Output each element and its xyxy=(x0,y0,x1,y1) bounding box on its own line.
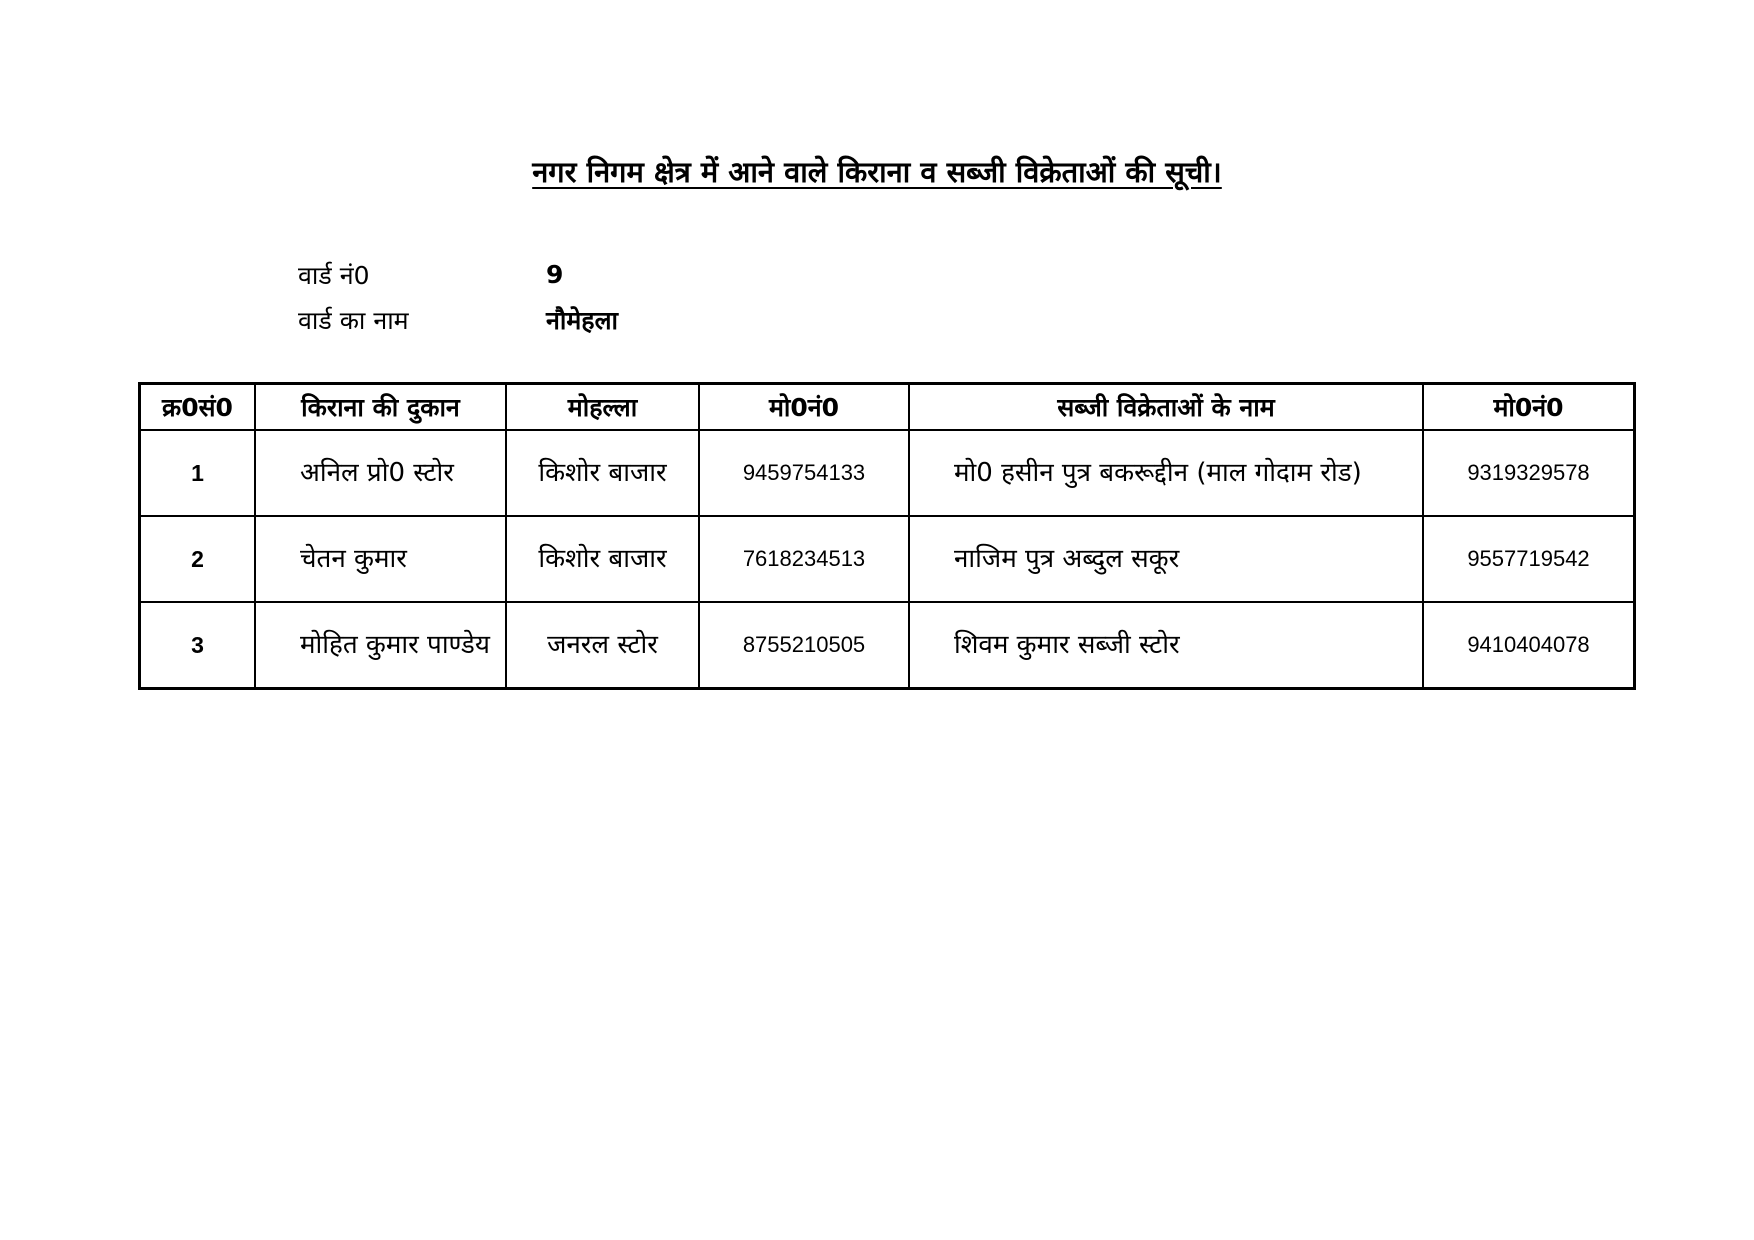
cell-locality: जनरल स्टोर xyxy=(506,602,699,689)
header-mobile: मो0नं0 xyxy=(699,384,909,431)
cell-locality: किशोर बाजार xyxy=(506,516,699,602)
cell-vendor-mobile: 9410404078 xyxy=(1423,602,1635,689)
table-row xyxy=(140,602,1635,689)
ward-number-label: वार्ड नं0 xyxy=(298,260,370,290)
cell-mobile: 9459754133 xyxy=(699,430,909,516)
cell-serial: 3 xyxy=(140,602,256,689)
cell-serial: 1 xyxy=(140,430,256,516)
header-serial: क्र0सं0 xyxy=(140,384,256,431)
document-title-text: नगर निगम क्षेत्र में आने वाले किराना व सब्जी विक्रेताओं की सूची। xyxy=(532,155,1222,189)
cell-grocery-shop: अनिल प्रो0 स्टोर xyxy=(255,430,506,516)
header-vendor-mobile: मो0नं0 xyxy=(1423,384,1635,431)
document-title xyxy=(0,152,1754,192)
vendor-table xyxy=(138,382,1636,690)
cell-vendor-mobile: 9319329578 xyxy=(1423,430,1635,516)
table-header-row xyxy=(140,384,1635,431)
header-grocery-shop: किराना की दुकान xyxy=(255,384,506,431)
cell-serial: 2 xyxy=(140,516,256,602)
ward-name-label: वार्ड का नाम xyxy=(298,305,409,335)
ward-name-row xyxy=(298,297,618,342)
cell-locality: किशोर बाजार xyxy=(506,430,699,516)
cell-mobile: 7618234513 xyxy=(699,516,909,602)
cell-grocery-shop: मोहित कुमार पाण्डेय xyxy=(255,602,506,689)
ward-number-row xyxy=(298,252,618,297)
header-locality: मोहल्ला xyxy=(506,384,699,431)
table-row xyxy=(140,516,1635,602)
cell-vegetable-vendor: नाजिम पुत्र अब्दुल सकूर xyxy=(909,516,1423,602)
cell-grocery-shop: चेतन कुमार xyxy=(255,516,506,602)
table-row xyxy=(140,430,1635,516)
cell-vegetable-vendor: शिवम कुमार सब्जी स्टोर xyxy=(909,602,1423,689)
cell-vendor-mobile: 9557719542 xyxy=(1423,516,1635,602)
header-vegetable-vendor: सब्जी विक्रेताओं के नाम xyxy=(909,384,1423,431)
cell-mobile: 8755210505 xyxy=(699,602,909,689)
ward-info xyxy=(298,252,618,342)
cell-vegetable-vendor: मो0 हसीन पुत्र बकरूद्दीन (माल गोदाम रोड) xyxy=(909,430,1423,516)
ward-name-value: नौमेहला xyxy=(546,305,619,335)
ward-number-value: 9 xyxy=(546,260,564,289)
